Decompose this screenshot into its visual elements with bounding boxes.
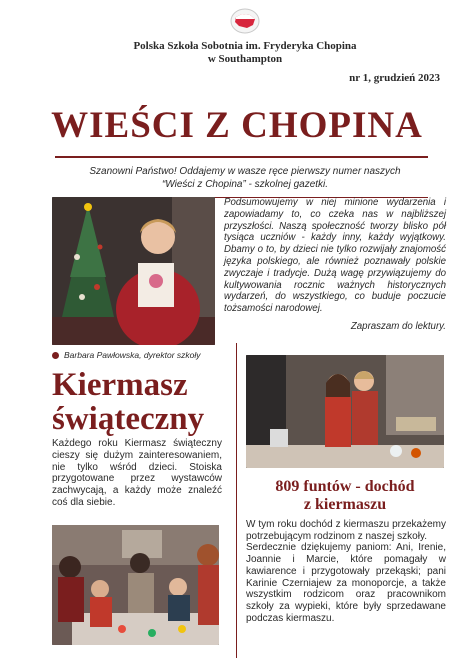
fair-title-line1: Kiermasz	[52, 367, 188, 403]
masthead-divider	[55, 156, 428, 158]
fair-crowd-photo	[52, 525, 219, 645]
editor-letter-closing: Zapraszam do lektury.	[350, 321, 446, 332]
column-divider	[236, 343, 237, 658]
intro-text	[80, 165, 410, 191]
income-title-line2: z kiermaszu	[303, 496, 387, 513]
masthead-title: WIEŚCI Z CHOPINA	[51, 105, 423, 146]
bullet-icon	[52, 352, 59, 359]
editor-letter	[224, 197, 446, 315]
editor-letter-text: Podsumowujemy w niej minione wydarzenia i zapowiadamy to, co czeka nas w najbliższej przyszłości. Naszą społeczność tworzy blisko pół tysiąca uczniów - każdy inny, każdy wyjątkowy. Dbamy o to, by dzieci nie tylko rozwijały znajomość języka polskiego, ale również poznawały polskie zwyczaje i tradycje. Dużą wagę przywiązujemy do kultywowania rocznic ważnych historycznych wydarzeń, do wszystkiego, co buduje poczucie tożsamości narodowej.	[224, 197, 446, 315]
school-name-line2: w Southampton	[207, 53, 283, 65]
intro-line2: “Wieści z Chopina” - szkolnej gazetki.	[161, 179, 329, 190]
school-name-line1: Polska Szkoła Sobotnia im. Fryderyka Chopina	[133, 40, 357, 52]
intro-line1: Szanowni Państwo! Oddajemy w wasze ręce pierwszy numer naszych	[89, 166, 401, 177]
fair-volunteers-photo	[246, 355, 444, 468]
income-paragraph-2: Serdecznie dziękujemy paniom: Ani, Irenie, Joannie i Marcie, które pomagały w kawiarence i przygotowały przekąski; pani Karinie Czerniajew za monoporcje, a także wszystkim rodzicom oraz pracownikom szkoły za wypieki, które były sprzedawane podczas kiermaszu.	[246, 542, 446, 624]
photo-caption	[52, 350, 222, 360]
income-article-title	[246, 478, 444, 514]
fair-article-text: Każdego roku Kiermasz świąteczny cieszy się dużym zainteresowaniem, nie tylko wśród dzieci. Stoiska przygotowane przez wystawców zachwycają, a każdy może znaleźć coś dla siebie.	[52, 438, 222, 508]
income-title-line1: 809 funtów - dochód	[275, 478, 415, 495]
issue-number: nr 1, grudzień 2023	[349, 72, 440, 84]
school-name	[100, 40, 390, 66]
income-article-text	[246, 519, 446, 624]
school-logo-icon	[230, 8, 260, 34]
fair-article-title	[52, 368, 232, 436]
principal-photo	[52, 197, 215, 345]
photo-caption-text: Barbara Pawłowska, dyrektor szkoły	[64, 350, 201, 360]
income-paragraph-1: W tym roku dochód z kiermaszu przekażemy potrzebującym rodzinom z naszej szkoły.	[246, 519, 446, 542]
fair-title-line2: świąteczny	[52, 401, 205, 437]
